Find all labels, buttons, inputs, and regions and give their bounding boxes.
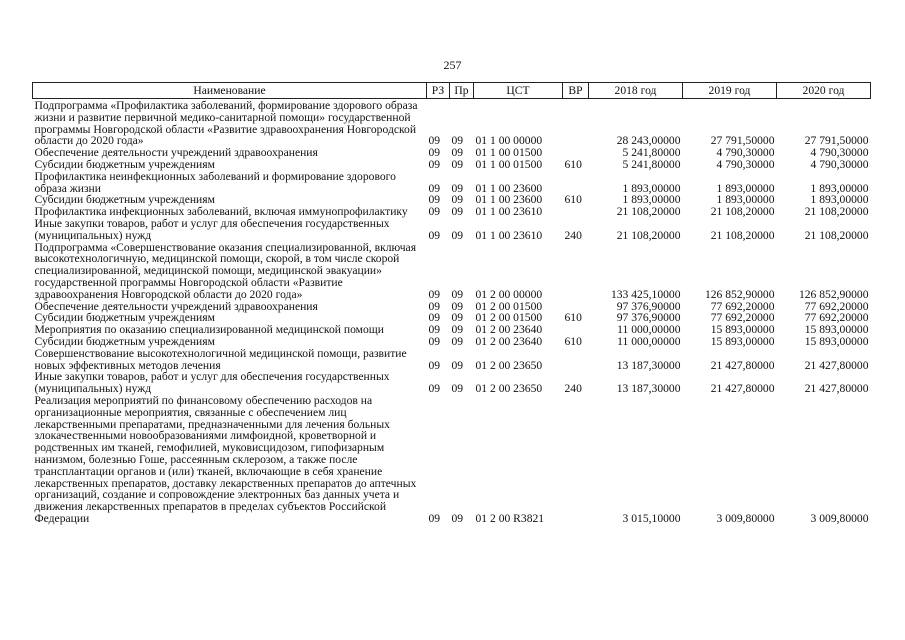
cell-vr	[563, 242, 589, 301]
cell-2019: 21 427,80000	[710, 382, 775, 396]
cell-cst: 01 2 00 23650	[475, 358, 543, 372]
cell-2018: 11 000,00000	[617, 323, 681, 337]
table-row	[33, 242, 871, 301]
cell-pr: 09	[451, 228, 464, 242]
cell-2020: 27 791,50000	[804, 134, 869, 148]
cell-2019: 27 791,50000	[710, 134, 775, 148]
cell-vr	[563, 171, 589, 195]
cell-2020: 77 692,20000	[804, 299, 869, 313]
cell-rz: 09	[428, 323, 441, 337]
cell-name: Обеспечение деятельности учреждений здравоохранения	[34, 299, 318, 313]
cell-2018: 21 108,20000	[616, 205, 681, 219]
cell-name: Субсидии бюджетным учреждениям	[34, 334, 215, 348]
cell-name: Мероприятия по оказанию специализированной медицинской помощи	[34, 323, 384, 337]
cell-2020: 4 790,30000	[810, 157, 869, 171]
cell-cst: 01 2 00 23640	[475, 334, 543, 348]
cell-vr: 610	[564, 311, 582, 325]
header-rz: РЗ	[427, 83, 450, 99]
cell-cst: 01 2 00 23650	[475, 382, 543, 396]
table-row	[33, 336, 871, 348]
cell-name: Субсидии бюджетным учреждениям	[34, 311, 215, 325]
table-row	[33, 371, 871, 395]
cell-cst: 01 2 00 01500	[475, 311, 543, 325]
cell-2019: 21 427,80000	[710, 358, 775, 372]
cell-name: Субсидии бюджетным учреждениям	[34, 157, 215, 171]
table-row	[33, 395, 871, 525]
cell-2020: 3 009,80000	[810, 511, 869, 525]
cell-cst: 01 2 00 01500	[475, 299, 543, 313]
cell-name: Иные закупки товаров, работ и услуг для обеспечения государственных (муниципальных) нужд	[34, 216, 390, 242]
cell-cst: 01 2 00 00000	[475, 287, 543, 301]
cell-pr: 09	[451, 157, 464, 171]
cell-rz: 09	[428, 157, 441, 171]
cell-2018: 1 893,00000	[622, 193, 681, 207]
cell-vr	[563, 348, 589, 372]
cell-rz: 09	[428, 358, 441, 372]
cell-2020: 1 893,00000	[810, 181, 869, 195]
cell-name: Подпрограмма «Профилактика заболеваний, формирование здорового образа жизни и развитие первичной медико-санитарной помощи» государственной программы Новгородской области «Развитие здравоохранения Новгородской области до 2020 года»	[34, 99, 418, 148]
cell-pr: 09	[451, 299, 464, 313]
cell-2020: 77 692,20000	[804, 311, 869, 325]
cell-name: Реализация мероприятий по финансовому обеспечению расходов на организационные мероприятия, связанные с обеспечением лиц лекарственными препаратами, предназначенными для лечения больных злокачественными новообразованиями лимфоидной, кроветворной и родственных им тканей, гемофилией, муковисцидозом, гипофизарным нанизмом, болезнью Гоше, рассеянным склерозом, а также после трансплантации органов и (или) тканей, включающие в себя хранение лекарственных препаратов, доставку лекарственных препаратов до аптечных организаций, создание и сопровождение электронных баз данных учета и движения лекарственных препаратов в пределах субъектов Российской Федерации	[34, 393, 417, 525]
cell-2020: 1 893,00000	[810, 193, 869, 207]
cell-vr	[563, 206, 589, 218]
cell-2018: 13 187,30000	[616, 382, 681, 396]
cell-2018: 1 893,00000	[622, 181, 681, 195]
cell-pr: 09	[451, 511, 464, 525]
table-row	[33, 99, 871, 148]
cell-2020: 21 108,20000	[804, 205, 869, 219]
cell-rz: 09	[428, 228, 441, 242]
table-row	[33, 171, 871, 195]
header-name: Наименование	[33, 83, 427, 99]
cell-2019: 3 009,80000	[716, 511, 775, 525]
cell-cst: 01 1 00 23600	[475, 193, 543, 207]
cell-rz: 09	[428, 382, 441, 396]
cell-vr: 610	[564, 157, 582, 171]
cell-2019: 1 893,00000	[716, 181, 775, 195]
cell-rz: 09	[428, 299, 441, 313]
table-header	[33, 83, 871, 99]
cell-2018: 13 187,30000	[616, 358, 681, 372]
cell-cst: 01 1 00 23600	[475, 181, 543, 195]
cell-name: Совершенствование высокотехнологичной медицинской помощи, развитие новых эффективных методов лечения	[34, 346, 407, 372]
cell-2018: 21 108,20000	[616, 228, 681, 242]
header-2018: 2018 год	[589, 83, 683, 99]
cell-rz: 09	[428, 134, 441, 148]
cell-rz: 09	[428, 181, 441, 195]
table-row	[33, 159, 871, 171]
cell-cst: 01 1 00 01500	[475, 157, 543, 171]
cell-cst: 01 1 00 01500	[475, 146, 543, 160]
cell-2019: 1 893,00000	[716, 193, 775, 207]
header-vr: ВР	[563, 83, 589, 99]
cell-pr: 09	[451, 287, 464, 301]
table-body	[33, 99, 871, 525]
cell-2018: 3 015,10000	[622, 511, 681, 525]
cell-2018: 5 241,80000	[622, 146, 681, 160]
cell-name: Подпрограмма «Совершенствование оказания специализированной, включая высокотехнологичную, медицинской помощи, скорой, в том числе скорой специализированной, медицинской помощи, медицинской эвакуации» государственной программы Новгородской области «Развитие здравоохранения Новгородской области до 2020 года»	[34, 240, 417, 301]
cell-2020: 21 427,80000	[804, 358, 869, 372]
cell-cst: 01 1 00 00000	[475, 134, 543, 148]
header-pr: Пр	[450, 83, 474, 99]
cell-cst: 01 1 00 23610	[475, 228, 543, 242]
header-2020: 2020 год	[777, 83, 871, 99]
cell-name: Субсидии бюджетным учреждениям	[34, 193, 215, 207]
cell-pr: 09	[451, 382, 464, 396]
cell-pr: 09	[451, 323, 464, 337]
header-row	[33, 83, 871, 99]
cell-vr: 240	[564, 382, 582, 396]
cell-2019: 15 893,00000	[710, 334, 775, 348]
cell-name: Профилактика инфекционных заболеваний, включая иммунопрофилактику	[34, 205, 408, 219]
cell-2019: 77 692,20000	[710, 299, 775, 313]
cell-2019: 4 790,30000	[716, 157, 775, 171]
cell-rz: 09	[428, 146, 441, 160]
cell-2019: 4 790,30000	[716, 146, 775, 160]
cell-2018: 97 376,90000	[616, 299, 681, 313]
cell-pr: 09	[451, 358, 464, 372]
cell-pr: 09	[451, 311, 464, 325]
cell-rz: 09	[428, 205, 441, 219]
cell-name: Профилактика неинфекционных заболеваний и формирование здорового образа жизни	[34, 169, 396, 195]
cell-2018: 28 243,00000	[616, 134, 681, 148]
cell-2019: 21 108,20000	[710, 228, 775, 242]
page-number: 257	[443, 58, 462, 72]
cell-2020: 126 852,90000	[798, 287, 869, 301]
cell-pr: 09	[451, 134, 464, 148]
header-cst: ЦСТ	[474, 83, 563, 99]
cell-2018: 133 425,10000	[610, 287, 681, 301]
cell-vr: 610	[564, 193, 582, 207]
cell-vr	[563, 395, 589, 525]
cell-2018: 5 241,80000	[622, 157, 681, 171]
cell-2020: 15 893,00000	[804, 323, 869, 337]
cell-pr: 09	[451, 146, 464, 160]
table-row	[33, 218, 871, 242]
cell-2020: 21 108,20000	[804, 228, 869, 242]
cell-pr: 09	[451, 181, 464, 195]
cell-vr: 240	[564, 228, 582, 242]
cell-pr: 09	[451, 193, 464, 207]
cell-rz: 09	[428, 287, 441, 301]
cell-cst: 01 1 00 23610	[475, 205, 543, 219]
cell-pr: 09	[451, 205, 464, 219]
cell-cst: 01 2 00 R3821	[475, 511, 545, 525]
table-row	[33, 348, 871, 372]
cell-rz: 09	[428, 311, 441, 325]
cell-2019: 77 692,20000	[710, 311, 775, 325]
cell-2019: 126 852,90000	[704, 287, 775, 301]
header-2019: 2019 год	[683, 83, 777, 99]
cell-vr	[563, 99, 589, 148]
cell-2018: 97 376,90000	[616, 311, 681, 325]
cell-pr: 09	[451, 334, 464, 348]
cell-name: Иные закупки товаров, работ и услуг для обеспечения государственных (муниципальных) нужд	[34, 370, 390, 396]
cell-name: Обеспечение деятельности учреждений здравоохранения	[34, 146, 318, 160]
cell-2020: 21 427,80000	[804, 382, 869, 396]
cell-2019: 15 893,00000	[710, 323, 775, 337]
cell-2018: 11 000,00000	[617, 334, 681, 348]
cell-2020: 4 790,30000	[810, 146, 869, 160]
cell-rz: 09	[428, 193, 441, 207]
cell-rz: 09	[428, 334, 441, 348]
cell-vr: 610	[564, 334, 582, 348]
budget-table	[32, 82, 871, 525]
cell-2020: 15 893,00000	[804, 334, 869, 348]
cell-rz: 09	[428, 511, 441, 525]
cell-cst: 01 2 00 23640	[475, 323, 543, 337]
cell-2019: 21 108,20000	[710, 205, 775, 219]
